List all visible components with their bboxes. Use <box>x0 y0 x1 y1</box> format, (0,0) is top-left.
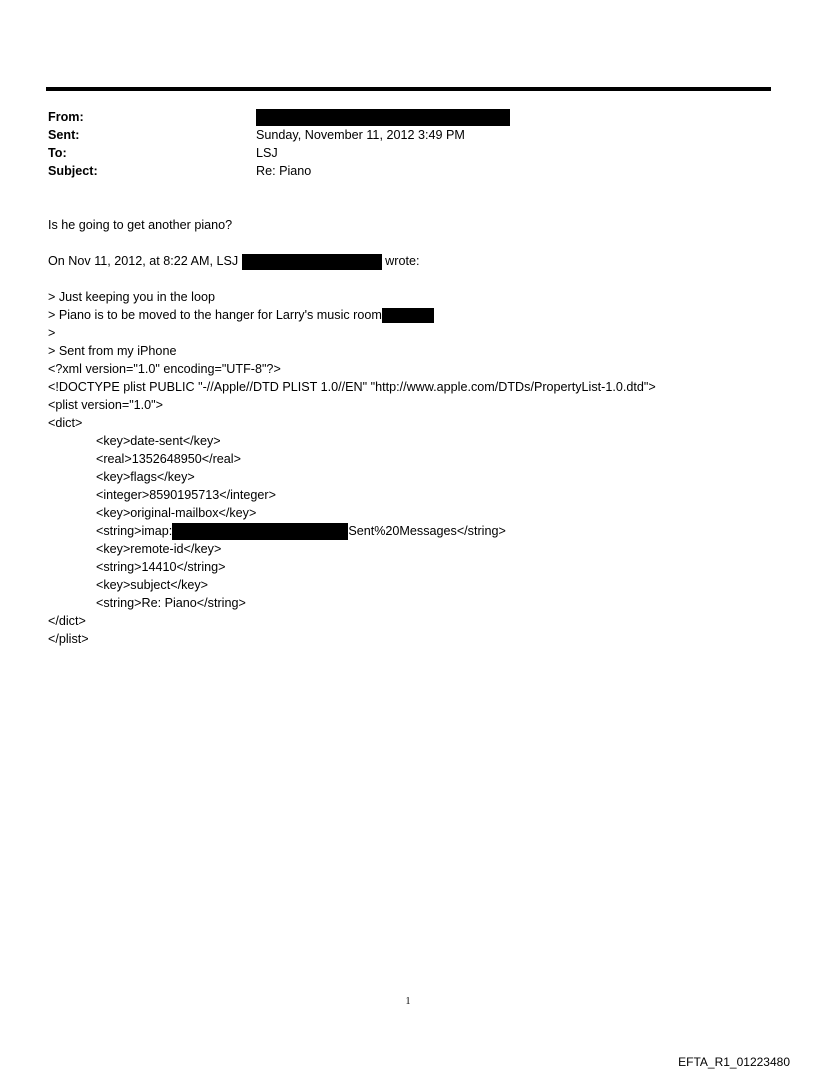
xml-line: <?xml version="1.0" encoding="UTF-8"?> <box>48 362 281 376</box>
xml-line: </dict> <box>48 614 86 628</box>
subject-row <box>48 162 748 180</box>
xml-line: <string>Re: Piano</string> <box>96 596 246 610</box>
to-label: To: <box>48 146 67 160</box>
quote-line <box>48 306 788 324</box>
quote-line: > Just keeping you in the loop <box>48 290 215 304</box>
page-number: 1 <box>405 996 411 1007</box>
bates-number: EFTA_R1_01223480 <box>678 1055 790 1069</box>
from-row <box>48 108 748 126</box>
xml-line: <key>subject</key> <box>96 578 209 592</box>
redaction-block <box>242 254 382 270</box>
redaction-block <box>256 109 510 126</box>
from-label: From: <box>48 110 84 124</box>
xml-line: <key>flags</key> <box>96 470 195 484</box>
from-value <box>256 108 510 126</box>
to-row <box>48 144 748 162</box>
xml-line-start: <string>imap: <box>96 524 173 538</box>
xml-line: <key>original-mailbox</key> <box>96 506 257 520</box>
xml-line: <real>1352648950</real> <box>96 452 241 466</box>
xml-line <box>48 522 788 540</box>
xml-line: <key>remote-id</key> <box>96 542 222 556</box>
sent-value: Sunday, November 11, 2012 3:49 PM <box>256 128 465 142</box>
sent-label: Sent: <box>48 128 80 142</box>
xml-line: <dict> <box>48 416 83 430</box>
email-header <box>48 108 748 180</box>
redaction-block <box>172 523 348 540</box>
xml-line: <plist version="1.0"> <box>48 398 164 412</box>
quote-intro-start: On Nov 11, 2012, at 8:22 AM, LSJ <box>48 254 242 268</box>
to-value: LSJ <box>256 146 278 160</box>
quote-intro-end: wrote: <box>381 254 420 268</box>
xml-line: <key>date-sent</key> <box>96 434 221 448</box>
xml-line: </plist> <box>48 632 89 646</box>
quote-line-text: > Piano is to be moved to the hanger for Larry's music room <box>48 308 382 322</box>
quote-line: > Sent from my iPhone <box>48 344 177 358</box>
redaction-block <box>382 308 434 323</box>
quote-intro <box>48 252 788 270</box>
quote-line: > <box>48 326 56 340</box>
top-rule <box>46 87 771 91</box>
xml-line-end: Sent%20Messages</string> <box>348 524 506 538</box>
body-question: Is he going to get another piano? <box>48 218 233 232</box>
xml-line: <integer>8590195713</integer> <box>96 488 276 502</box>
email-body <box>48 216 788 648</box>
subject-value: Re: Piano <box>256 164 312 178</box>
subject-label: Subject: <box>48 164 98 178</box>
xml-line: <string>14410</string> <box>96 560 226 574</box>
sent-row <box>48 126 748 144</box>
xml-line: <!DOCTYPE plist PUBLIC "-//Apple//DTD PLIST 1.0//EN" "http://www.apple.com/DTDs/PropertyList-1.0.dtd"> <box>48 380 656 394</box>
